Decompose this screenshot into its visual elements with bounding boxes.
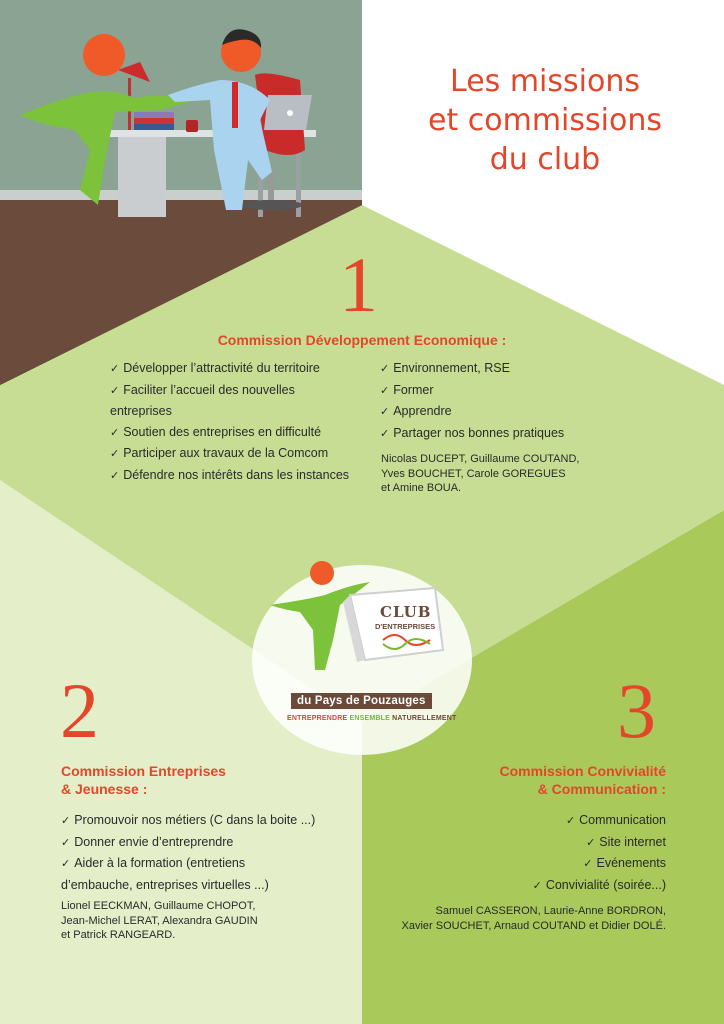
- list-item: ✓ Communication: [430, 810, 666, 832]
- list-item: ✓ Donner envie d’entreprendre: [61, 832, 329, 854]
- list-item: ✓ Promouvoir nos métiers (C dans la boite ...): [61, 810, 329, 832]
- commission-2-members: Lionel EECKMAN, Guillaume CHOPOT, Jean-Michel LERAT, Alexandra GAUDIN et Patrick RANGEARD.: [61, 900, 258, 941]
- list-item: ✓ Faciliter l’accueil des nouvelles entreprises: [110, 380, 310, 422]
- logo-entreprises-text: D'ENTREPRISES: [375, 622, 436, 631]
- commission-1-list-left: [110, 358, 362, 486]
- commission-2-title-line-1: Commission Entreprises: [61, 763, 226, 779]
- list-item: ✓ Soutien des entreprises en difficulté: [110, 422, 362, 444]
- list-item: ✓ Evénements: [430, 853, 666, 875]
- commission-1-list-right: [380, 358, 620, 444]
- title-line-3: du club: [489, 142, 601, 177]
- slogan-word-3: NATURELLEMENT: [392, 715, 457, 722]
- commission-3-list: [430, 810, 666, 896]
- commission-1-members: Nicolas DUCEPT, Guillaume COUTAND, Yves BOUCHET, Carole GOREGUES et Amine BOUA.: [381, 453, 580, 494]
- commission-3-number: 3: [617, 667, 656, 754]
- commission-1-title: Commission Développement Economique :: [217, 332, 507, 348]
- title-line-1: Les missions: [450, 64, 640, 99]
- club-logo: [265, 560, 465, 740]
- logo-pays-text: du Pays de Pouzauges: [291, 693, 432, 709]
- logo-slogan: [287, 715, 456, 722]
- list-item: ✓ Site internet: [430, 832, 666, 854]
- list-item: ✓ Partager nos bonnes pratiques: [380, 423, 620, 445]
- commission-1-number: 1: [339, 241, 378, 328]
- slogan-word-2: ENSEMBLE: [349, 715, 391, 722]
- commission-2-number: 2: [60, 667, 99, 754]
- list-item: ✓ Aider à la formation (entretiens d’embauche, entreprises virtuelles ...): [61, 853, 299, 895]
- commission-3-title: [400, 762, 666, 798]
- list-item: ✓ Apprendre: [380, 401, 620, 423]
- list-item: ✓ Environnement, RSE: [380, 358, 620, 380]
- commission-3-title-line-2: & Communication :: [537, 781, 666, 797]
- list-item: ✓ Participer aux travaux de la Comcom: [110, 443, 362, 465]
- logo-figure-icon: [265, 560, 465, 670]
- commission-3-title-line-1: Commission Convivialité: [499, 763, 666, 779]
- commission-3-members: Samuel CASSERON, Laurie-Anne BORDRON, Xavier SOUCHET, Arnaud COUTAND et Didier DOLÉ.: [401, 905, 666, 932]
- slogan-word-1: ENTREPRENDRE: [287, 715, 348, 722]
- list-item: ✓ Défendre nos intérêts dans les instances: [110, 465, 362, 487]
- commission-2-title-line-2: & Jeunesse :: [61, 781, 148, 797]
- page-title: [400, 62, 690, 179]
- list-item: ✓ Convivialité (soirée...): [430, 875, 666, 897]
- commission-2-title: [61, 762, 321, 798]
- title-line-2: et commissions: [428, 103, 662, 138]
- logo-club-text: CLUB: [380, 603, 432, 621]
- list-item: ✓ Développer l’attractivité du territoire: [110, 358, 362, 380]
- commission-2-list: [61, 810, 329, 895]
- list-item: ✓ Former: [380, 380, 620, 402]
